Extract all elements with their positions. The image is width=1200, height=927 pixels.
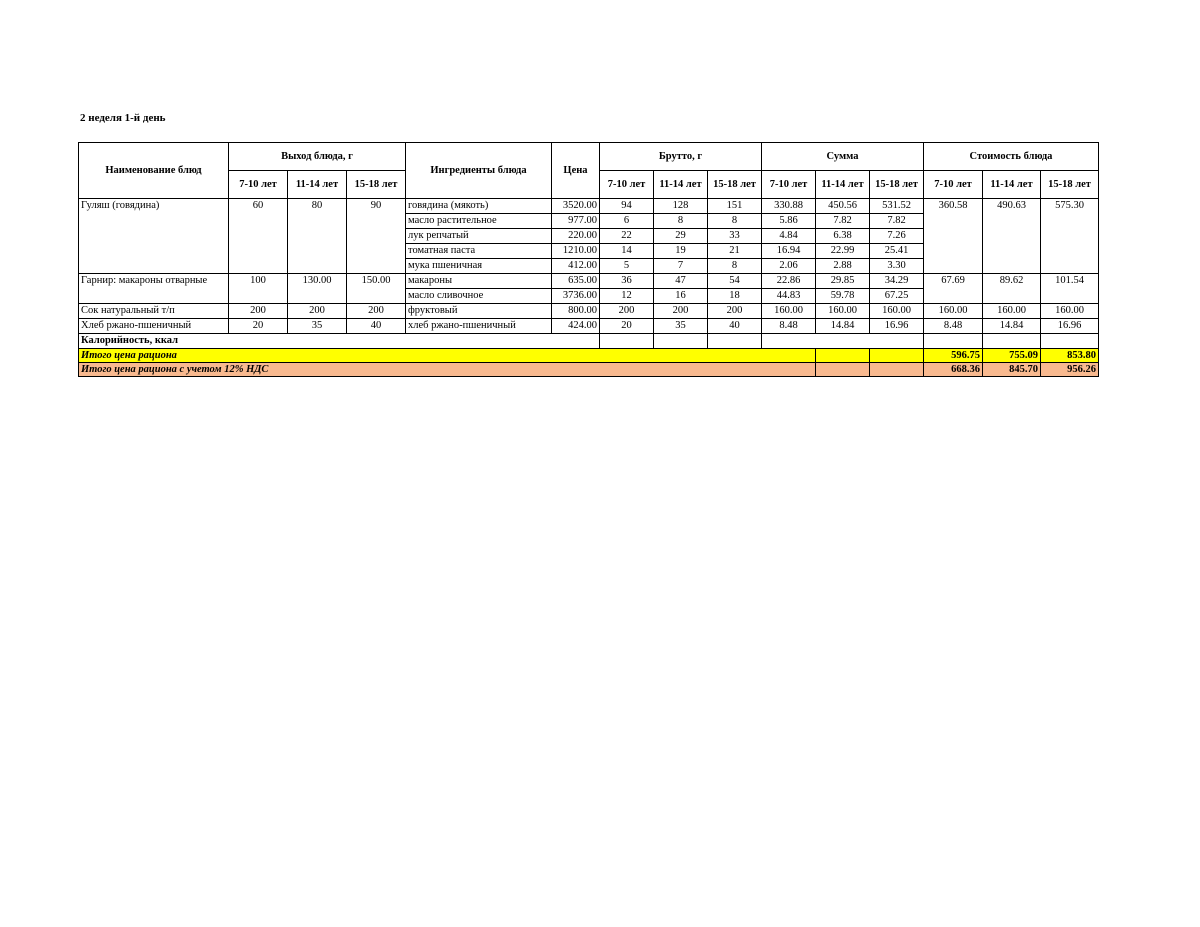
sum-cell: 2.88: [816, 259, 870, 274]
sum-cell: 160.00: [762, 304, 816, 319]
empty-cell: [870, 349, 924, 363]
age-header: 11-14 лет: [983, 171, 1041, 199]
gross-cell: 16: [654, 289, 708, 304]
total-value: 755.09: [983, 349, 1041, 363]
age-header: 11-14 лет: [816, 171, 870, 199]
gross-cell: 8: [708, 259, 762, 274]
sum-cell: 29.85: [816, 274, 870, 289]
empty-cell: [1041, 334, 1099, 349]
price-cell: 424.00: [552, 319, 600, 334]
menu-table: [78, 142, 1099, 377]
price-cell: 1210.00: [552, 244, 600, 259]
calories-row: [79, 334, 1099, 349]
gross-cell: 36: [600, 274, 654, 289]
empty-cell: [870, 363, 924, 377]
output-cell: 40: [347, 319, 406, 334]
output-cell: 90: [347, 199, 406, 274]
sum-cell: 7.82: [816, 214, 870, 229]
output-cell: 200: [347, 304, 406, 319]
sum-cell: 22.86: [762, 274, 816, 289]
ingredient-name: говядина (мякоть): [406, 199, 552, 214]
price-cell: 3520.00: [552, 199, 600, 214]
gross-cell: 54: [708, 274, 762, 289]
col-ingredients: Ингредиенты блюда: [406, 143, 552, 199]
empty-cell: [654, 334, 708, 349]
cost-cell: 8.48: [924, 319, 983, 334]
gross-cell: 22: [600, 229, 654, 244]
gross-cell: 14: [600, 244, 654, 259]
dish-name: Сок натуральный т/п: [79, 304, 229, 319]
table-header: [79, 143, 1099, 199]
calories-label: Калорийность, ккал: [79, 334, 600, 349]
output-cell: 200: [229, 304, 288, 319]
ingredient-name: мука пшеничная: [406, 259, 552, 274]
gross-cell: 128: [654, 199, 708, 214]
cost-cell: 101.54: [1041, 274, 1099, 304]
output-cell: 130.00: [288, 274, 347, 304]
gross-cell: 200: [600, 304, 654, 319]
sum-cell: 16.96: [870, 319, 924, 334]
age-header: 15-18 лет: [1041, 171, 1099, 199]
cost-cell: 16.96: [1041, 319, 1099, 334]
col-price: Цена: [552, 143, 600, 199]
output-cell: 35: [288, 319, 347, 334]
gross-cell: 29: [654, 229, 708, 244]
cost-cell: 360.58: [924, 199, 983, 274]
price-cell: 220.00: [552, 229, 600, 244]
age-header: 7-10 лет: [600, 171, 654, 199]
sum-cell: 531.52: [870, 199, 924, 214]
sum-cell: 16.94: [762, 244, 816, 259]
gross-cell: 33: [708, 229, 762, 244]
dish-name: Хлеб ржано-пшеничный: [79, 319, 229, 334]
table-row: [79, 319, 1099, 334]
total-vat-label: Итого цена рациона с учетом 12% НДС: [79, 363, 816, 377]
gross-cell: 5: [600, 259, 654, 274]
ingredient-name: томатная паста: [406, 244, 552, 259]
gross-cell: 7: [654, 259, 708, 274]
age-header: 15-18 лет: [708, 171, 762, 199]
sum-cell: 160.00: [870, 304, 924, 319]
sum-cell: 25.41: [870, 244, 924, 259]
sum-cell: 14.84: [816, 319, 870, 334]
sum-cell: 6.38: [816, 229, 870, 244]
total-label: Итого цена рациона: [79, 349, 816, 363]
ingredient-name: масло сливочное: [406, 289, 552, 304]
empty-cell: [708, 334, 762, 349]
cost-cell: 14.84: [983, 319, 1041, 334]
cost-cell: 490.63: [983, 199, 1041, 274]
empty-cell: [816, 363, 870, 377]
gross-cell: 8: [654, 214, 708, 229]
cost-cell: 160.00: [924, 304, 983, 319]
price-cell: 412.00: [552, 259, 600, 274]
gross-cell: 35: [654, 319, 708, 334]
sum-cell: 160.00: [816, 304, 870, 319]
price-cell: 3736.00: [552, 289, 600, 304]
age-header: 11-14 лет: [288, 171, 347, 199]
total-vat-row: [79, 363, 1099, 377]
sum-cell: 4.84: [762, 229, 816, 244]
cost-cell: 575.30: [1041, 199, 1099, 274]
sum-cell: 7.82: [870, 214, 924, 229]
price-cell: 635.00: [552, 274, 600, 289]
gross-cell: 12: [600, 289, 654, 304]
empty-cell: [816, 349, 870, 363]
output-cell: 20: [229, 319, 288, 334]
gross-cell: 47: [654, 274, 708, 289]
sum-cell: 7.26: [870, 229, 924, 244]
sum-cell: 330.88: [762, 199, 816, 214]
output-cell: 100: [229, 274, 288, 304]
gross-cell: 151: [708, 199, 762, 214]
output-cell: 80: [288, 199, 347, 274]
ingredient-name: лук репчатый: [406, 229, 552, 244]
age-header: 15-18 лет: [870, 171, 924, 199]
dish-name: Гарнир: макароны отварные: [79, 274, 229, 304]
table-body: [79, 199, 1099, 377]
empty-cell: [924, 334, 983, 349]
sum-cell: 450.56: [816, 199, 870, 214]
price-cell: 977.00: [552, 214, 600, 229]
price-cell: 800.00: [552, 304, 600, 319]
total-vat-value: 668.36: [924, 363, 983, 377]
total-vat-value: 956.26: [1041, 363, 1099, 377]
col-output: Выход блюда, г: [229, 143, 406, 171]
gross-cell: 200: [708, 304, 762, 319]
col-cost: Стоимость блюда: [924, 143, 1099, 171]
sum-cell: 3.30: [870, 259, 924, 274]
gross-cell: 19: [654, 244, 708, 259]
gross-cell: 21: [708, 244, 762, 259]
output-cell: 150.00: [347, 274, 406, 304]
age-header: 11-14 лет: [654, 171, 708, 199]
cost-cell: 160.00: [1041, 304, 1099, 319]
gross-cell: 18: [708, 289, 762, 304]
age-header: 7-10 лет: [762, 171, 816, 199]
gross-cell: 94: [600, 199, 654, 214]
sum-cell: 22.99: [816, 244, 870, 259]
col-sum: Сумма: [762, 143, 924, 171]
gross-cell: 20: [600, 319, 654, 334]
empty-cell: [762, 334, 924, 349]
empty-cell: [983, 334, 1041, 349]
col-dish-name: Наименование блюд: [79, 143, 229, 199]
cost-cell: 89.62: [983, 274, 1041, 304]
dish-name: Гуляш (говядина): [79, 199, 229, 274]
age-header: 15-18 лет: [347, 171, 406, 199]
output-cell: 200: [288, 304, 347, 319]
ingredient-name: фруктовый: [406, 304, 552, 319]
age-header: 7-10 лет: [924, 171, 983, 199]
total-row: [79, 349, 1099, 363]
sum-cell: 5.86: [762, 214, 816, 229]
cost-cell: 160.00: [983, 304, 1041, 319]
sum-cell: 34.29: [870, 274, 924, 289]
page-title: 2 неделя 1-й день: [80, 112, 166, 124]
sum-cell: 67.25: [870, 289, 924, 304]
age-header: 7-10 лет: [229, 171, 288, 199]
ingredient-name: масло растительное: [406, 214, 552, 229]
sum-cell: 2.06: [762, 259, 816, 274]
total-value: 853.80: [1041, 349, 1099, 363]
ingredient-name: макароны: [406, 274, 552, 289]
sum-cell: 44.83: [762, 289, 816, 304]
gross-cell: 200: [654, 304, 708, 319]
gross-cell: 8: [708, 214, 762, 229]
empty-cell: [600, 334, 654, 349]
sum-cell: 8.48: [762, 319, 816, 334]
gross-cell: 40: [708, 319, 762, 334]
table-row: [79, 199, 1099, 214]
gross-cell: 6: [600, 214, 654, 229]
col-gross: Брутто, г: [600, 143, 762, 171]
ingredient-name: хлеб ржано-пшеничный: [406, 319, 552, 334]
total-vat-value: 845.70: [983, 363, 1041, 377]
output-cell: 60: [229, 199, 288, 274]
table-row: [79, 304, 1099, 319]
sum-cell: 59.78: [816, 289, 870, 304]
cost-cell: 67.69: [924, 274, 983, 304]
table-row: [79, 274, 1099, 289]
total-value: 596.75: [924, 349, 983, 363]
